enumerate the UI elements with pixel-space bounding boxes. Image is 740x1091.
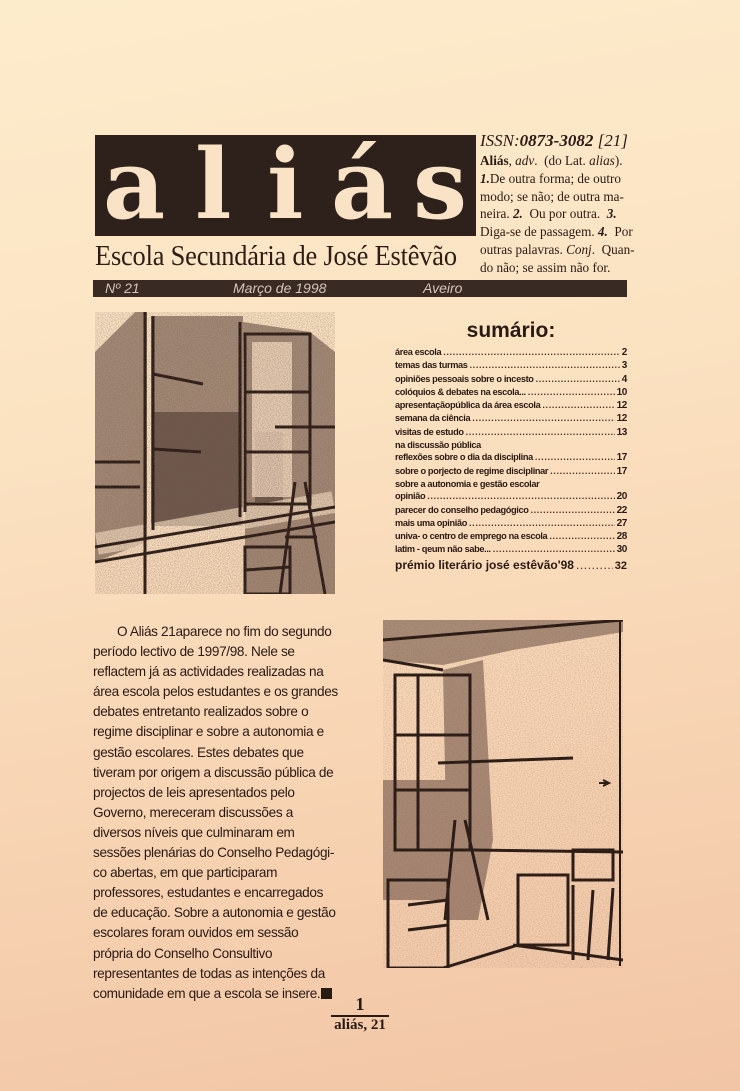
toc-label: opiniões pessoais sobre o incesto [395, 373, 534, 384]
text-line-content: debates entretanto realizados sobre o [93, 704, 309, 720]
text-line-content: área escola pelos estudantes e os grandes [93, 684, 338, 700]
definition-text: Por [607, 224, 633, 240]
masthead-letter: a [103, 128, 166, 241]
toc-label: latim - qeum não sabe... [395, 544, 491, 555]
toc-label: colóquios & debates na escola... [395, 386, 526, 397]
definition-text: ). [614, 153, 623, 168]
text-line-content: professores, estudantes e encarregados [93, 885, 324, 901]
masthead-letter: s [413, 128, 468, 241]
toc-item [395, 465, 627, 478]
toc-leader-dots [472, 412, 614, 424]
definition-line [480, 223, 640, 241]
text-line [93, 743, 373, 763]
toc-label: área escola [395, 347, 442, 357]
toc-label: parecer do conselho pedagógico [395, 504, 529, 515]
toc-item [395, 359, 627, 372]
text-line-content: reflactem já as actividades realizadas na [93, 664, 324, 680]
issn-number: 0873-3082 [519, 131, 594, 150]
toc-label: opinião [395, 491, 426, 502]
issue-city: Aveiro [423, 280, 463, 296]
toc-label: sobre o porjecto de regime disciplinar [395, 465, 549, 476]
toc-page: 17 [616, 465, 627, 477]
definition-text: adv [515, 153, 535, 168]
text-line-content: comunidade em que a escola se insere. [93, 985, 321, 1001]
illustration-classroom-window [95, 312, 335, 594]
toc-page: 22 [616, 504, 627, 516]
text-line [93, 662, 373, 682]
toc-leader-dots [550, 465, 614, 477]
toc-page: 32 [614, 559, 627, 572]
toc-label: visitas de estudo [395, 426, 464, 437]
toc-leader-dots [535, 451, 615, 463]
definition-text: Ou por outra. [522, 206, 607, 222]
masthead-letter: l [195, 128, 232, 241]
issn-prefix: ISSN: [480, 131, 520, 150]
toc-label: prémio literário josé estêvão'98 [395, 557, 574, 572]
toc-item [395, 399, 627, 412]
text-line-content: diversos níveis que culminaram em [93, 824, 295, 840]
definition-text: De outra forma; de outro [489, 170, 621, 186]
text-line [93, 763, 373, 783]
toc-label: na discussão pública [395, 440, 481, 451]
text-line-content: gestão escolares. Estes debates que [93, 744, 304, 760]
definition-text: outras palavras. [480, 241, 567, 257]
definition-text: . Quan- [591, 241, 635, 257]
school-name: Escola Secundária de José Estêvão [95, 240, 457, 272]
illustration-empty-classroom [383, 620, 623, 968]
text-line [93, 903, 373, 923]
toc-page: 27 [616, 517, 627, 529]
issue-info-band [93, 280, 627, 297]
toc-item [395, 386, 627, 399]
toc-label: univa- o centro de emprego na escola [395, 531, 548, 542]
text-line-content: Governo, mereceram discussões a [93, 804, 293, 820]
toc-page: 20 [616, 491, 627, 503]
dictionary-definition [480, 130, 640, 277]
definition-line [480, 259, 640, 277]
text-line [93, 622, 373, 642]
text-line [93, 923, 373, 943]
text-line-content: escolares foram ouvidos em sessão [93, 925, 299, 941]
toc-page: 10 [616, 386, 627, 398]
text-line [93, 642, 373, 662]
text-line [93, 783, 373, 803]
toc-leader-dots [576, 557, 613, 574]
definition-text: Aliás [480, 153, 509, 168]
toc-leader-dots [542, 399, 614, 411]
toc-page: 28 [616, 531, 627, 543]
toc-page: 12 [616, 400, 627, 412]
toc-item [395, 557, 627, 575]
definition-text: do não; se assim não for. [480, 259, 611, 275]
toc-label: sobre a autonomia e gestão escolar [395, 478, 540, 489]
toc-leader-dots [443, 346, 620, 358]
toc-item [395, 530, 627, 543]
definition-text: . (do Lat. [534, 153, 590, 168]
issue-date: Março de 1998 [233, 280, 327, 296]
toc-leader-dots [530, 504, 614, 516]
text-line [93, 803, 373, 823]
text-line-content: sessões plenárias do Conselho Pedagógi- [93, 845, 335, 861]
toc-leader-dots [493, 543, 615, 555]
toc-leader-dots [427, 490, 614, 502]
toc-item [395, 543, 627, 556]
issn [480, 130, 640, 152]
toc-label: temas das turmas [395, 360, 468, 371]
definition-text: 4. [597, 224, 608, 240]
issue-number: Nº 21 [105, 280, 140, 296]
text-line-content: de educação. Sobre a autonomia e gestão [93, 905, 336, 921]
definition-lines [480, 152, 640, 277]
masthead-logo [95, 128, 476, 241]
toc-label: semana da ciência [395, 413, 471, 424]
definition-text: 1. [480, 170, 490, 186]
toc-page: 13 [616, 426, 627, 438]
toc-leader-dots [549, 530, 614, 542]
definition-line [480, 205, 640, 223]
text-line [93, 944, 373, 964]
masthead-letter: i [267, 128, 304, 241]
toc-label: reflexões sobre o dia da disciplina [395, 452, 533, 463]
page-number: 1 [355, 994, 365, 1014]
toc-page: 30 [616, 544, 627, 556]
footer-issue: aliás, 21 [334, 1017, 386, 1033]
toc-page: 4 [621, 373, 627, 385]
definition-text: Conj [566, 241, 592, 257]
definition-text: 2. [512, 206, 523, 222]
text-line-content: co abertas, em que participaram [93, 865, 278, 881]
text-line-content: própria do Conselho Consultivo [93, 945, 273, 961]
editorial-text [93, 622, 373, 1004]
text-line-content: período lectivo de 1997/98. Nele se [93, 644, 295, 660]
toc-leader-dots [528, 386, 615, 398]
text-line [93, 823, 373, 843]
toc-leader-dots [466, 426, 615, 438]
toc-item [395, 451, 627, 464]
toc-item [395, 373, 627, 386]
text-line [93, 883, 373, 903]
text-line-content: tiveram por origem a discussão pública de [93, 764, 334, 780]
toc-page: 2 [621, 347, 627, 358]
issn-suffix: [21] [593, 131, 628, 150]
definition-line [480, 170, 640, 188]
definition-line [480, 241, 640, 259]
toc-leader-dots [469, 517, 615, 529]
toc-leader-dots [536, 373, 620, 385]
toc-item [395, 346, 627, 359]
toc-item [395, 504, 627, 517]
definition-text: 3. [606, 206, 617, 222]
text-line-content: representantes de todas as intenções da [93, 965, 325, 981]
toc-item [395, 426, 627, 439]
masthead-letter: á [331, 128, 394, 241]
text-line [93, 702, 373, 722]
toc-leader-dots [470, 359, 620, 371]
text-line-content: regime disciplinar e sobre a autonomia e [93, 724, 324, 740]
toc-label: apresentaçãopública da área escola [395, 400, 541, 411]
toc-item [395, 478, 627, 490]
text-line-content: O Aliás 21aparece no fim do segundo [117, 624, 332, 639]
toc-label: mais uma opinião [395, 517, 468, 528]
definition-text: Diga-se de passagem. [480, 224, 598, 240]
toc-page: 3 [621, 360, 627, 372]
text-line [93, 722, 373, 742]
text-line [93, 964, 373, 984]
toc-page: 12 [616, 413, 627, 425]
toc-page: 17 [616, 452, 627, 464]
definition-line [480, 188, 640, 206]
toc-item [395, 412, 627, 425]
text-line-content: projectos de leis apresentados pelo [93, 784, 295, 800]
toc-item [395, 490, 627, 503]
definition-text: modo; se não; de outra ma- [480, 188, 624, 204]
definition-line [480, 152, 640, 170]
toc-item [395, 517, 627, 530]
definition-text: neira. [480, 206, 513, 222]
text-line [93, 843, 373, 863]
toc-item [395, 439, 627, 451]
summary-title: sumário: [466, 319, 556, 342]
definition-text: , [508, 153, 516, 168]
text-line [93, 682, 373, 702]
table-of-contents [395, 346, 627, 575]
definition-text: alias [589, 153, 615, 168]
text-line [93, 863, 373, 883]
